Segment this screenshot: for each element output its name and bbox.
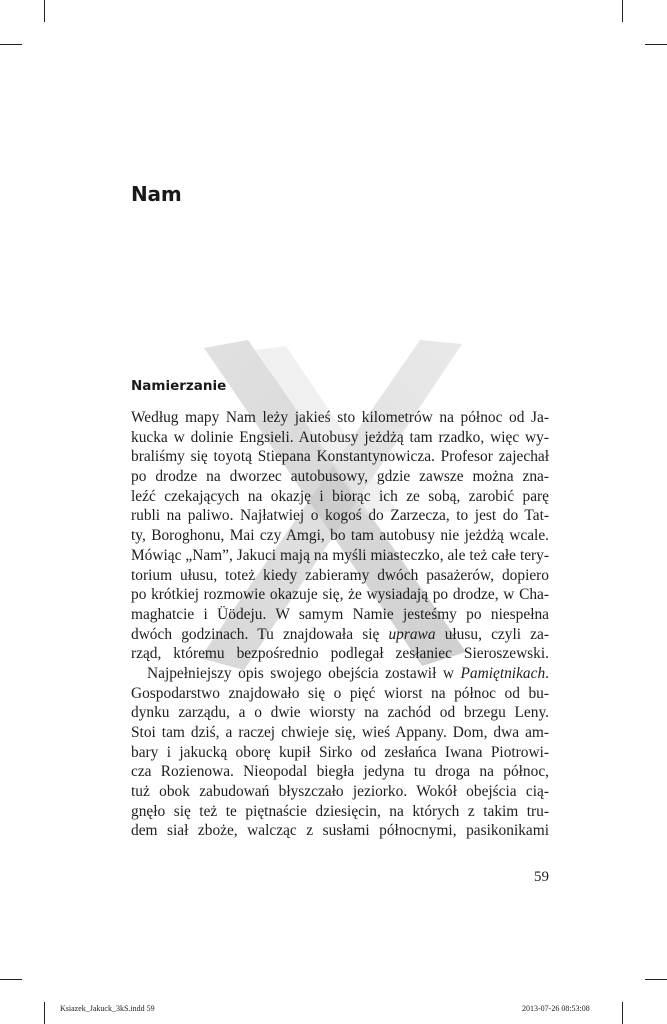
text-line: rząd, któremu bezpośrednio podlegał zesłaniec Sieroszewski.	[131, 645, 549, 663]
crop-mark-top-right-h	[645, 44, 667, 45]
text-line: Gospodarstwo znajdowało się o pięć wiorst na północ od bu-	[131, 684, 549, 702]
text-run: dwóch godzinach. Tu znajdowała się	[131, 625, 389, 643]
crop-mark-bottom-right-h	[645, 979, 667, 980]
section-heading: Namierzanie	[131, 378, 227, 394]
text-line: Według mapy Nam leży jakieś sto kilometrów na północ od Ja-	[131, 409, 549, 426]
text-line: Stoi tam dziś, a raczej chwieje się, wieś Appany. Dom, dwa am-	[131, 724, 549, 741]
text-line: rubli na paliwo. Najłatwiej o kogoś do Zarzecza, to jest do Tat-	[131, 507, 549, 525]
chapter-title: Nam	[131, 182, 182, 206]
text-line: Mówiąc „Nam”, Jakuci mają na myśli miasteczko, ale też całe tery-	[131, 546, 549, 564]
page-number: 59	[534, 869, 549, 885]
text-line: gnęło się też te piętnaście dziesięcin, na których z takim tru-	[131, 802, 549, 820]
body-text	[131, 408, 549, 841]
text-line: torium ułusu, toteż kiedy zabieramy dwóch pasażerów, dopiero	[131, 566, 549, 584]
crop-mark-bottom-right	[622, 1002, 623, 1024]
crop-mark-bottom-left	[44, 1002, 45, 1024]
text-run: ułusu, czyli za-	[435, 625, 549, 643]
crop-mark-top-right	[622, 0, 623, 22]
text-line: po krótkiej rozmowie okazuje się, że wysiadają po drodze, w Cha-	[131, 586, 549, 604]
text-line: dynku zarządu, a o dwie wiorsty na zachód od brzegu Leny.	[131, 704, 549, 722]
text-line: leźć czekających na okazję i biorąc ich ze sobą, zarobić parę	[131, 487, 549, 505]
text-line: maghatcie i Üödeju. W samym Namie jesteśmy po niespełna	[131, 605, 549, 623]
text-run: Najpełniejszy opis swojego obejścia zostawił w	[147, 664, 461, 682]
text-line: dem siał zboże, walcząc z susłami północnymi, pasikonikami	[131, 822, 549, 840]
italic-title: Pamiętnikach	[460, 664, 546, 682]
text-line	[131, 625, 549, 645]
italic-term: uprawa	[388, 625, 436, 643]
text-line: cza Rozienowa. Nieopodal biegła jedyna tu droga na północ,	[131, 763, 549, 781]
text-line: tuż obok zabudowań błyszczało jeziorko. Wokół obejścia cią-	[131, 783, 549, 801]
text-line: po drodze na dworzec autobusowy, gdzie zawsze można zna-	[131, 468, 549, 486]
crop-mark-top-left-h	[0, 44, 22, 45]
text-line: bary i jakucką oborę kupił Sirko od zesłańca Iwana Piotrowi-	[131, 743, 549, 761]
text-line	[131, 664, 549, 684]
text-line: braliśmy się toyotą Stiepana Konstantynowicza. Profesor zajechał	[131, 448, 549, 466]
crop-mark-bottom-left-h	[0, 979, 22, 980]
slug-file-name: Ksiazek_Jakuck_3kS.indd 59	[60, 1004, 155, 1013]
text-run: .	[545, 664, 549, 682]
text-line: ty, Boroghonu, Mai czy Amgi, bo tam autobusy nie jeżdżą wcale.	[131, 527, 549, 545]
text-line: kucka w dolinie Engsieli. Autobusy jeżdżą tam rzadko, więc wy-	[131, 428, 549, 446]
crop-mark-top-left	[44, 0, 45, 22]
slug-timestamp: 2013-07-26 08:53:08	[522, 1004, 590, 1013]
